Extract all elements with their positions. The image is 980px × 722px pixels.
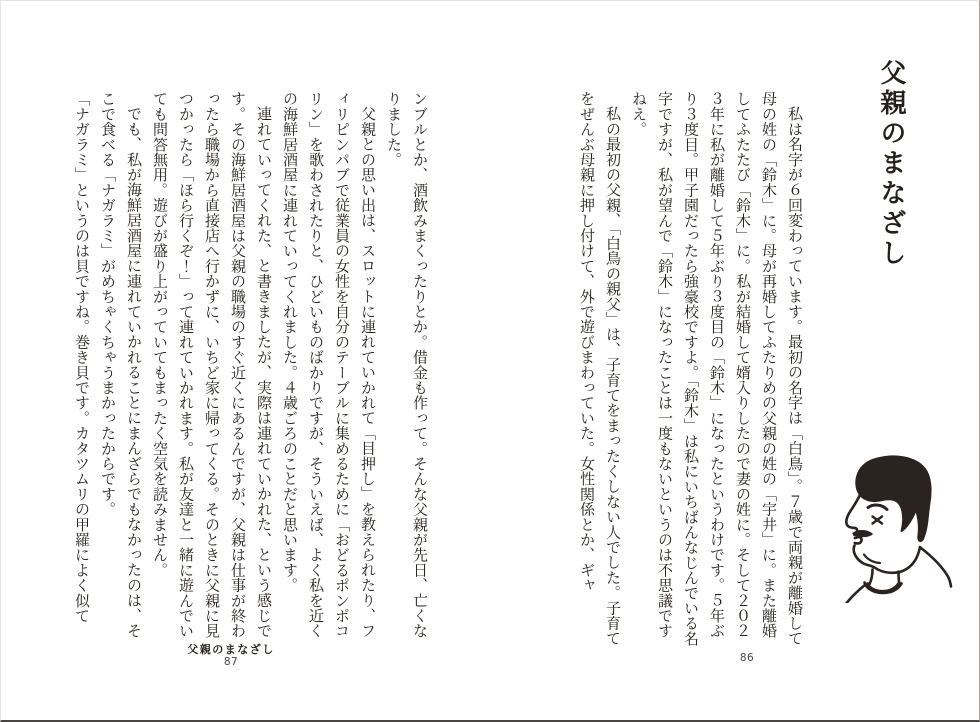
neck-line-left — [870, 570, 873, 585]
jaw-line — [854, 546, 920, 573]
hair-shape — [856, 456, 930, 541]
neck-line-right — [899, 572, 900, 585]
paragraph-father-died: ンブルとか、酒飲みまくったりとか。借金も作って。そんな父親が先日、亡くなりました。 — [385, 91, 429, 639]
double-chin-line — [864, 555, 880, 564]
man-profile-icon — [838, 453, 953, 603]
paragraph-first-father: 私の最初の父親、「白鳥の親父」は、子育てをまったくしない人でした。子育てをぜんぶ母親に押し付けて、外で遊びまわっていた。女性関係とか、ギャ — [578, 91, 622, 646]
page-number-86: 86 — [739, 652, 755, 664]
paragraph-name-changes: 私は名字が６回変わっています。最初の名字は「白鳥」。７歳で両親が離婚して母の姓の「鈴木」に。母が再婚してふたりめの父親の姓の「宇井」に。また離婚してふたたび「鈴木」に。私が結婚して婿入りしたので妻の姓に。そして２０２３年に私が離婚して５年ぶり３度目の「鈴木」になったというわけです。５年ぶり３度目。甲子園だったら強豪校ですよ。「鈴木」は私にいちばんなじんでいる名字ですが、私が望んで「鈴木」になったことは一度もないというのは不思議ですねえ。 — [630, 91, 804, 646]
lips-line — [855, 537, 862, 543]
page-86-body — [558, 91, 808, 647]
page-87 — [1, 1, 490, 720]
chapter-title: 父親のまなざし — [876, 59, 906, 269]
nostril-line — [853, 528, 856, 529]
eyebrow-line — [868, 505, 887, 509]
paragraph-nagarami-reason: でも、私が海鮮居酒屋に連れていかれることにまんざらでもなかったのは、そこで食べる「ナガラミ」がめちゃくちゃうまかったからです。 — [99, 91, 143, 638]
paragraph-memories: 父親との思い出は、スロットに連れていかれて「目押し」を教えられたり、フィリピンパブで従業員の女性を自分のテーブルに集めるために「おどるポンポコリン」を歌わされたりと、ひどいものばかりですが、そういえば、よく私を近くの海鮮居酒屋に連れていってくれました。４歳ごろのことだと思います。 — [281, 91, 377, 639]
page-87-body — [63, 91, 433, 647]
running-footer-title: 父親のまなざし — [187, 643, 275, 656]
shoulder-line-right — [921, 548, 951, 587]
x-eye-icon — [873, 517, 883, 524]
mustache-shape — [853, 531, 872, 537]
page-86 — [490, 1, 979, 720]
page-number-87: 87 — [223, 656, 239, 668]
paragraph-nagarami-shell: 「ナガラミ」というのは貝ですね。巻き貝です。カタツムリの甲羅によく似て — [73, 91, 91, 623]
father-profile-illustration — [838, 453, 953, 603]
face-profile-line — [846, 495, 860, 535]
shoulder-line-left — [845, 585, 866, 604]
paragraph-izakaya: 連れていってくれた、と書きましたが、実際は連れていかれた、という感じです。その海鮮居酒屋は父親の職場のすぐ近くにあるんですが、父親は仕事が終わったら職場から直接店へ行かずに、いちど家に帰ってくる。そのときに父親に見つかったら「ほら行くぞ！」って連れていかれます。私が友達と一緒に遊んでいても問答無用。遊びが盛り上がっていてもまったく空気を読みません。 — [151, 91, 273, 639]
